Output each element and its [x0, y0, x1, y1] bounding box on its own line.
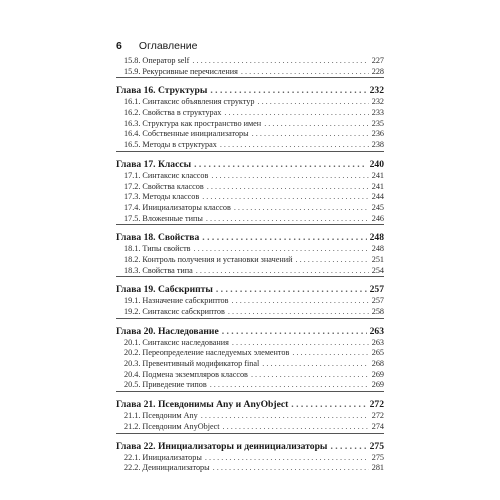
toc-section-entry[interactable] — [116, 463, 384, 474]
section-page-number: 241 — [371, 170, 384, 180]
chapter-page-number: 240 — [369, 158, 384, 170]
toc-section-entry[interactable] — [116, 370, 384, 381]
toc-section-entry[interactable] — [116, 108, 384, 119]
toc-section-entry[interactable] — [116, 266, 384, 277]
chapter-block — [116, 151, 384, 224]
dot-leader — [206, 214, 369, 225]
chapter-page-number: 248 — [369, 232, 384, 244]
dot-leader — [220, 140, 369, 151]
dot-leader — [211, 171, 368, 182]
section-title: 18.2. Контроль получения и установки значений — [124, 254, 293, 264]
chapter-title: Глава 17. Классы — [116, 158, 192, 170]
toc-section-entry[interactable] — [116, 171, 384, 182]
section-title: 17.1. Синтаксис классов — [124, 170, 209, 180]
section-title: 19.2. Синтаксис сабскриптов — [124, 307, 225, 316]
dot-leader — [232, 338, 369, 349]
section-page-number: 228 — [371, 66, 384, 76]
section-page-number: 254 — [371, 265, 384, 275]
section-title: 21.2. Псевдоним AnyObject — [124, 421, 220, 431]
section-page-number: 257 — [371, 296, 384, 306]
section-page-number: 232 — [371, 97, 384, 107]
section-title: 15.9. Рекурсивные перечисления — [124, 66, 238, 76]
section-page-number: 235 — [371, 118, 384, 128]
toc-section-entry[interactable] — [116, 338, 384, 349]
section-page-number: 268 — [371, 359, 384, 369]
section-title: 20.5. Приведение типов — [124, 380, 207, 390]
toc-section-entry[interactable] — [116, 192, 384, 203]
chapter-15-tail — [116, 56, 384, 77]
dot-leader — [201, 411, 369, 422]
section-title: 15.8. Оператор self — [124, 56, 190, 65]
dot-leader — [192, 56, 368, 67]
chapter-block — [116, 318, 384, 391]
toc-chapter-entry[interactable] — [116, 325, 384, 338]
toc-chapter-entry[interactable] — [116, 440, 384, 453]
section-page-number: 258 — [371, 307, 384, 316]
section-title: 17.4. Инициализаторы классов — [124, 202, 231, 212]
toc-section-entry[interactable] — [116, 129, 384, 140]
toc-section-entry[interactable] — [116, 214, 384, 225]
dot-leader — [210, 84, 366, 97]
toc-section-entry[interactable] — [116, 203, 384, 214]
dot-leader — [234, 203, 369, 214]
dot-leader — [202, 192, 369, 203]
toc-section-entry[interactable] — [116, 348, 384, 359]
page-title: Оглавление — [138, 40, 198, 52]
toc-section-entry[interactable] — [116, 119, 384, 130]
section-page-number: 275 — [371, 452, 384, 462]
dot-leader — [295, 255, 368, 266]
toc-section-entry[interactable] — [116, 97, 384, 108]
toc-section-entry[interactable] — [116, 296, 384, 307]
chapter-title: Глава 22. Инициализаторы и деинициализаторы — [116, 440, 328, 452]
chapter-title: Глава 18. Свойства — [116, 232, 200, 244]
section-title: 19.1. Назначение сабскриптов — [124, 296, 229, 306]
dot-leader — [213, 463, 369, 474]
dot-leader — [202, 231, 366, 244]
section-page-number: 227 — [371, 56, 384, 65]
dot-leader — [210, 380, 369, 391]
section-title: 20.4. Подмена экземпляров классов — [124, 369, 248, 379]
toc-chapter-entry[interactable] — [116, 398, 384, 411]
toc-chapter-entry[interactable] — [116, 231, 384, 244]
dot-leader — [251, 370, 369, 381]
dot-leader — [194, 244, 369, 255]
chapter-page-number: 272 — [369, 399, 384, 411]
section-page-number: 245 — [371, 202, 384, 212]
section-page-number: 263 — [371, 337, 384, 347]
section-page-number: 241 — [371, 181, 384, 191]
dot-leader — [330, 440, 366, 453]
section-title: 22.1. Инициализаторы — [124, 452, 202, 462]
dot-leader — [216, 283, 367, 296]
section-title: 22.2. Деинициализаторы — [124, 463, 210, 473]
section-page-number: 246 — [371, 213, 384, 223]
section-title: 16.4. Собственные инициализаторы — [124, 129, 249, 139]
toc-section-entry[interactable] — [116, 380, 384, 391]
section-title: 18.1. Типы свойств — [124, 244, 191, 254]
dot-leader — [194, 158, 366, 171]
chapter-title: Глава 20. Наследование — [116, 325, 219, 337]
dot-leader — [292, 348, 368, 359]
chapter-page-number: 275 — [369, 440, 384, 452]
dot-leader — [224, 108, 368, 119]
running-head — [116, 38, 384, 54]
section-page-number: 248 — [371, 244, 384, 254]
chapter-title: Глава 16. Структуры — [116, 85, 208, 97]
chapter-page-number: 232 — [369, 85, 384, 97]
toc-section-entry[interactable] — [116, 67, 384, 78]
section-title: 20.1. Синтаксис наследования — [124, 337, 229, 347]
chapter-block — [116, 391, 384, 432]
section-title: 20.2. Переопределение наследуемых элементов — [124, 348, 290, 358]
section-page-number: 274 — [371, 421, 384, 431]
section-page-number: 238 — [371, 140, 384, 150]
section-title: 17.2. Свойства классов — [124, 181, 204, 191]
section-title: 16.1. Синтаксис объявления структур — [124, 97, 255, 107]
dot-leader — [228, 307, 369, 318]
section-title: 20.3. Превентивный модификатор final — [124, 359, 260, 369]
table-of-contents — [116, 56, 384, 474]
dot-leader — [291, 398, 366, 411]
dot-leader — [222, 325, 367, 338]
toc-section-entry[interactable] — [116, 359, 384, 370]
section-page-number: 269 — [371, 380, 384, 390]
dot-leader — [223, 422, 369, 433]
chapter-title: Глава 19. Сабскрипты — [116, 284, 213, 296]
section-page-number: 233 — [371, 108, 384, 118]
section-page-number: 272 — [371, 411, 384, 421]
toc-section-entry[interactable] — [116, 140, 384, 151]
toc-section-entry[interactable] — [116, 244, 384, 255]
dot-leader — [241, 67, 369, 78]
dot-leader — [205, 453, 369, 464]
dot-leader — [232, 296, 369, 307]
dot-leader — [196, 266, 369, 277]
dot-leader — [264, 119, 369, 130]
chapter-block — [116, 77, 384, 150]
section-page-number: 236 — [371, 129, 384, 139]
toc-chapter-entry[interactable] — [116, 158, 384, 171]
toc-section-entry[interactable] — [116, 422, 384, 433]
section-title: 21.1. Псевдоним Any — [124, 411, 198, 421]
section-title: 16.3. Структура как пространство имен — [124, 118, 262, 128]
toc-section-entry[interactable] — [116, 56, 384, 67]
dot-leader — [252, 129, 369, 140]
toc-section-entry[interactable] — [116, 255, 384, 266]
toc-section-entry[interactable] — [116, 307, 384, 318]
toc-section-entry[interactable] — [116, 411, 384, 422]
page-number: 6 — [116, 40, 122, 52]
section-title: 16.5. Методы в структурах — [124, 140, 217, 150]
chapter-page-number: 257 — [369, 284, 384, 296]
chapter-block — [116, 276, 384, 317]
section-page-number: 244 — [371, 192, 384, 202]
section-title: 18.3. Свойства типа — [124, 265, 193, 275]
section-title: 17.3. Методы классов — [124, 192, 200, 202]
chapter-block — [116, 433, 384, 474]
dot-leader — [207, 182, 369, 193]
toc-chapter-entry[interactable] — [116, 283, 384, 296]
chapter-title: Глава 21. Псевдонимы Any и AnyObject — [116, 399, 289, 411]
chapter-page-number: 263 — [369, 325, 384, 337]
chapter-block — [116, 224, 384, 276]
section-page-number: 281 — [371, 463, 384, 473]
section-page-number: 265 — [371, 348, 384, 358]
section-page-number: 269 — [371, 369, 384, 379]
section-page-number: 251 — [371, 254, 384, 264]
toc-section-entry[interactable] — [116, 453, 384, 464]
toc-chapter-entry[interactable] — [116, 84, 384, 97]
section-title: 16.2. Свойства в структурах — [124, 108, 222, 118]
dot-leader — [257, 97, 368, 108]
section-title: 17.5. Вложенные типы — [124, 213, 203, 223]
dot-leader — [262, 359, 368, 370]
toc-section-entry[interactable] — [116, 182, 384, 193]
